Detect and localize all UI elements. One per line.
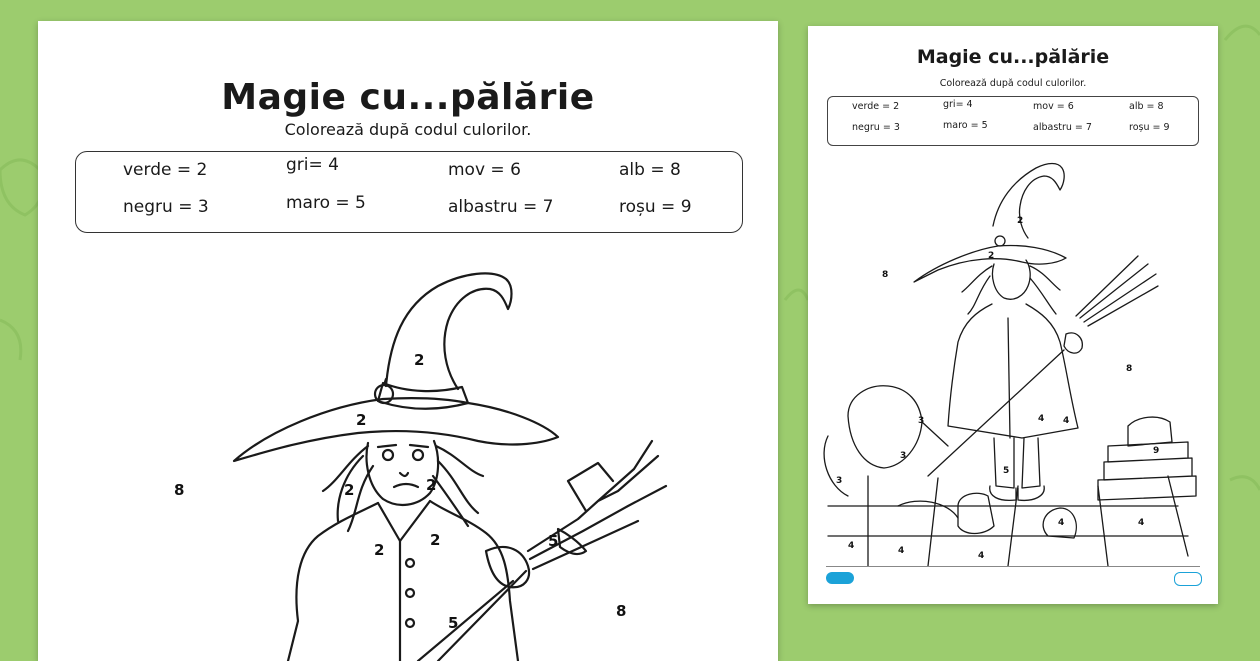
worksheet-title: Magie cu...pălărie [221,77,595,118]
worksheet-large [38,21,778,661]
footer-divider [826,566,1200,567]
small-number-pot: 3 [836,476,843,486]
key-mov: mov = 6 [448,160,521,180]
small-key-albastru: albastru = 7 [1033,122,1092,133]
small-key-gri: gri= 4 [943,99,973,110]
small-number-tile-3: 4 [1058,518,1065,528]
small-number-leg: 5 [1003,466,1010,476]
small-number-coat-2: 4 [1063,416,1070,426]
worksheet-small-title: Magie cu...pălărie [916,46,1110,68]
small-key-mov: mov = 6 [1033,101,1074,112]
number-hair-left: 2 [344,481,355,499]
number-hair-right: 2 [426,476,437,494]
small-color-key-box [827,96,1199,146]
small-number-hat: 2 [1017,216,1024,226]
key-albastru: albastru = 7 [448,197,554,217]
small-key-negru: negru = 3 [852,122,900,133]
number-hat-top: 2 [414,351,425,369]
twinkl-logo-icon [826,572,854,584]
twinkl-originals-logo-icon [1174,572,1202,586]
small-key-alb: alb = 8 [1129,101,1164,112]
number-coat-left: 2 [374,541,385,559]
number-stick: 5 [448,614,459,632]
number-broom: 5 [548,532,559,550]
worksheet-subtitle: Colorează după codul culorilor. [284,120,532,139]
small-key-verde: verde = 2 [852,101,900,112]
small-witch-illustration [808,146,1218,566]
small-number-brim: 2 [988,251,995,261]
small-number-bowl: 3 [900,451,907,461]
small-key-maro: maro = 5 [943,120,988,131]
color-key-box [75,151,743,233]
small-key-rosu: roșu = 9 [1129,122,1170,133]
number-hat-brim: 2 [356,411,367,429]
small-number-stick: 3 [918,416,925,426]
small-number-tile-5: 4 [898,546,905,556]
small-number-tile-1: 4 [848,541,855,551]
key-maro: maro = 5 [286,193,366,213]
key-verde: verde = 2 [123,160,208,180]
number-coat-right: 2 [430,531,441,549]
number-bg-left: 8 [174,481,185,499]
small-number-tile-4: 4 [1138,518,1145,528]
worksheet-small-subtitle: Colorează după codul culorilor. [939,78,1087,89]
key-rosu: roșu = 9 [619,197,692,217]
key-alb: alb = 8 [619,160,681,180]
small-number-bg-left: 8 [882,270,889,280]
small-number-books: 9 [1153,446,1160,456]
number-bg-right: 8 [616,602,627,620]
key-gri: gri= 4 [286,155,339,175]
key-negru: negru = 3 [123,197,209,217]
witch-illustration [38,251,778,661]
small-number-bg-right: 8 [1126,364,1133,374]
small-number-coat: 4 [1038,414,1045,424]
small-number-tile-2: 4 [978,551,985,561]
worksheet-small [808,26,1218,604]
